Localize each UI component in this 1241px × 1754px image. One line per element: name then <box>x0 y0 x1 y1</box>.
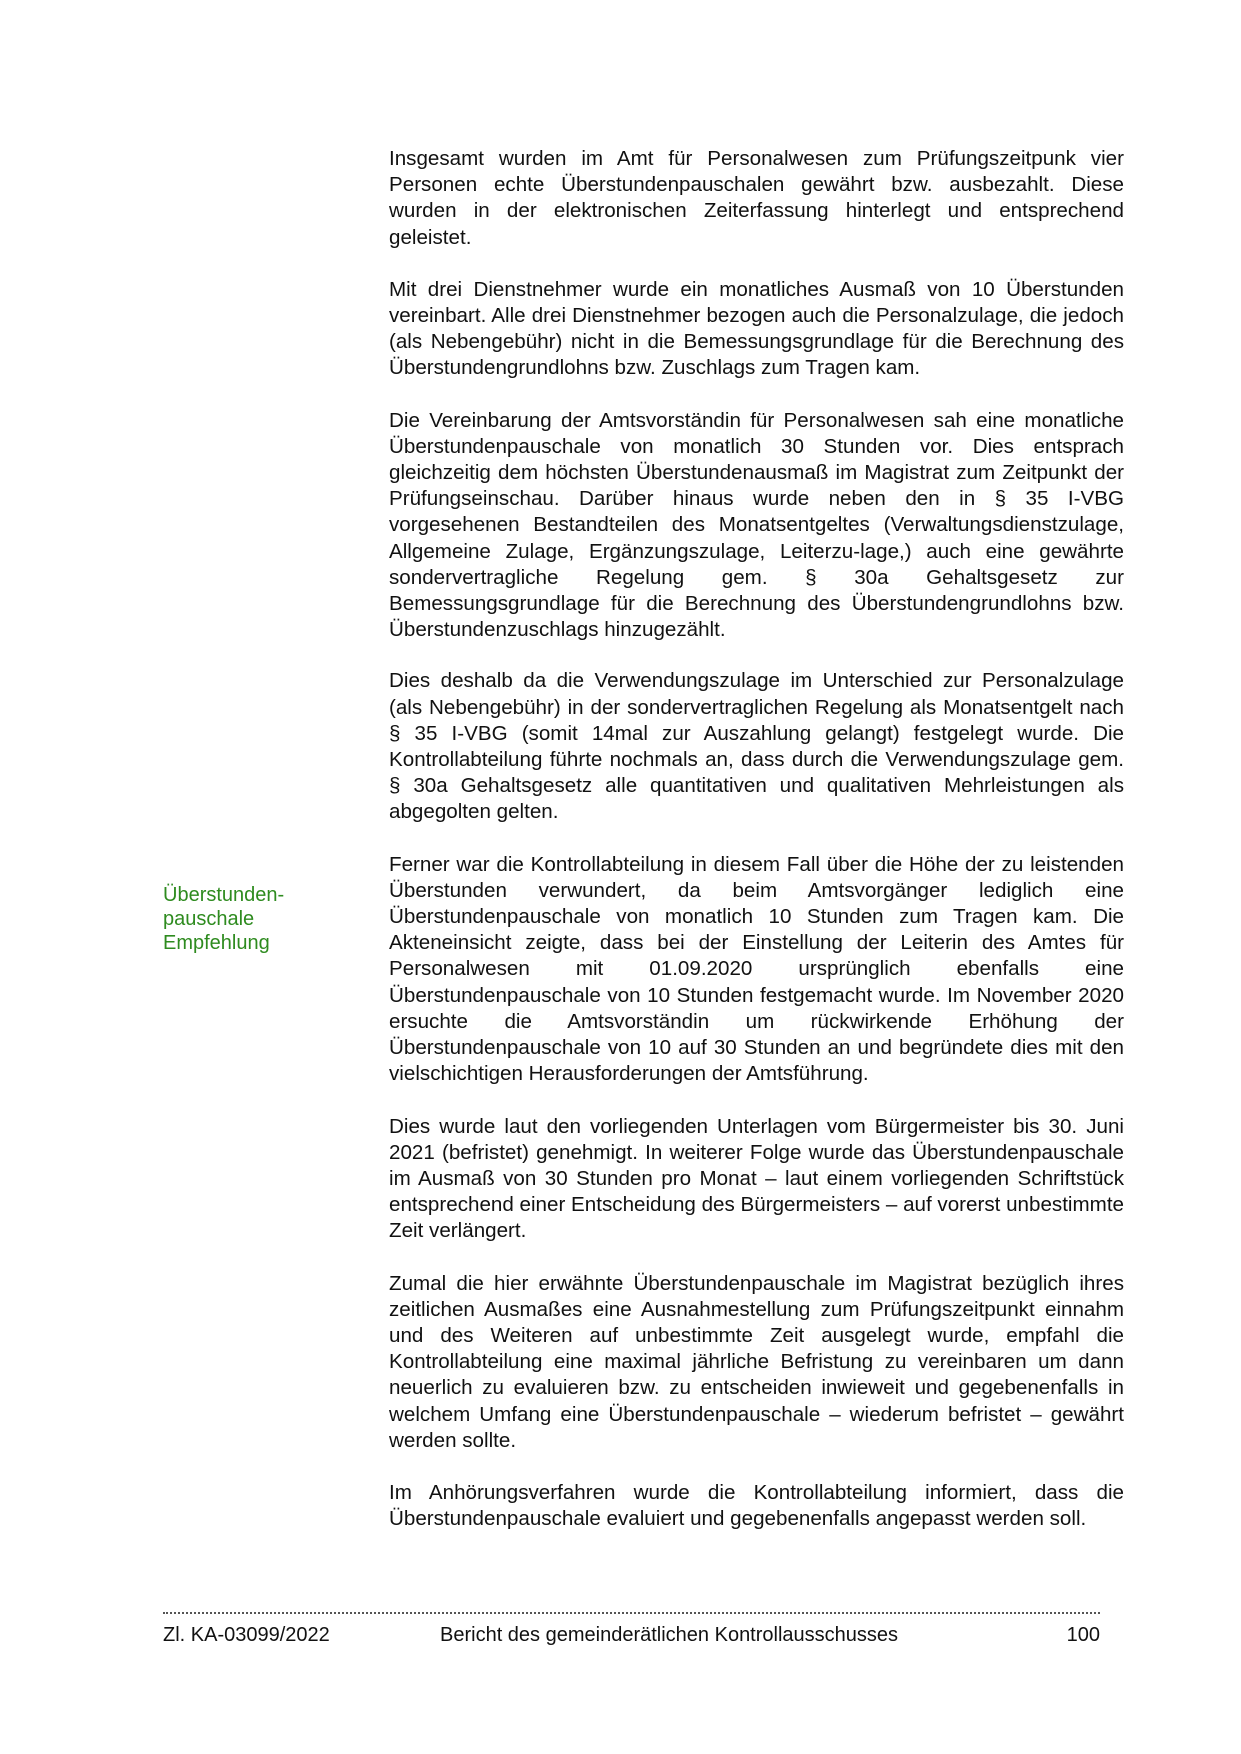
footer-divider <box>163 1612 1100 1614</box>
paragraph: Insgesamt wurden im Amt für Personalwesen zum Prüfungszeitpunk vier Personen echte Überstundenpauschalen gewährt bzw. ausbezahlt. Diese wurden in der elektronischen Zeiterfassung hinterlegt und entsprechend geleistet. <box>389 147 1124 249</box>
margin-note <box>163 883 363 955</box>
paragraph: Mit drei Dienstnehmer wurde ein monatliches Ausmaß von 10 Überstunden vereinbart. Alle drei Dienstnehmer bezogen auch die Personalzulage, die jedoch (als Nebengebühr) nicht in die Bemessungsgrundlage für die Berechnung des Überstundengrundlohns bzw. Zuschlags zum Tragen kam. <box>389 277 1124 380</box>
footer-reference: Zl. KA-03099/2022 <box>163 1624 330 1646</box>
paragraph: Ferner war die Kontrollabteilung in diesem Fall über die Höhe der zu leistenden Überstunden verwundert, da beim Amtsvorgänger lediglich eine Überstundenpauschale von monatlich 10 Stunden zum Tragen kam. Die Akteneinsicht zeigte, dass bei der Einstellung der Leiterin des Amtes für Personalwesen mit 01.09.2020 ursprünglich ebenfalls eine Überstundenpauschale von 10 Stunden festgemacht wurde. Im November 2020 ersuchte die Amtsvorständin um rückwirkende Erhöhung der Überstundenpauschale von 10 auf 30 Stunden an und begründete dies mit den vielschichtigen Herausforderungen der Amtsführung. <box>389 852 1124 1086</box>
paragraph: Im Anhörungsverfahren wurde die Kontrollabteilung informiert, dass die Überstundenpauschale evaluiert und gegebenenfalls angepasst werden soll. <box>389 1480 1124 1531</box>
footer-title: Bericht des gemeinderätlichen Kontrollausschusses <box>440 1624 899 1646</box>
paragraph: Die Vereinbarung der Amtsvorständin für Personalwesen sah eine monatliche Überstundenpauschale von monatlich 30 Stunden vor. Dies entsprach gleichzeitig dem höchsten Überstundenausmaß im Magistrat zum Zeitpunkt der Prüfungseinschau. Darüber hinaus wurde neben den in § 35 I-VBG vorgesehenen Bestandteilen des Monatsentgeltes (Verwaltungsdienstzulage, Allgemeine Zulage, Ergänzungszulage, Leiterzu-lage,) auch eine gewährte sondervertragliche Regelung gem. § 30a Gehaltsgesetz zur Bemessungsgrundlage für die Berechnung des Überstundengrundlohns bzw. Überstundenzuschlags hinzugezählt. <box>389 408 1124 642</box>
paragraph: Dies deshalb da die Verwendungszulage im Unterschied zur Personalzulage (als Nebengebühr) in der sondervertraglichen Regelung als Monatsentgelt nach § 35 I-VBG (somit 14mal zur Auszahlung gelangt) festgelegt wurde. Die Kontrollabteilung führte nochmals an, dass durch die Verwendungszulage gem. § 30a Gehaltsgesetz alle quantitativen und qualitativen Mehrleistungen als abgegolten gelten. <box>389 669 1124 824</box>
page-footer <box>163 1622 1100 1648</box>
body-text <box>389 146 1124 1558</box>
page-number: 100 <box>1066 1624 1100 1646</box>
margin-note-line: Empfehlung <box>163 932 270 954</box>
margin-note-line: pauschale <box>163 908 255 930</box>
margin-note-line: Überstunden- <box>163 884 285 906</box>
paragraph: Zumal die hier erwähnte Überstundenpauschale im Magistrat bezüglich ihres zeitlichen Ausmaßes eine Ausnahmestellung zum Prüfungszeitpunkt einnahm und des Weiteren auf unbestimmte Zeit ausgelegt wurde, empfahl die Kontrollabteilung eine maximal jährliche Befristung zu vereinbaren um dann neuerlich zu evaluieren bzw. zu entscheiden inwieweit und gegebenenfalls in welchem Umfang eine Überstundenpauschale – wiederum befristet – gewährt werden sollte. <box>389 1271 1124 1452</box>
paragraph: Dies wurde laut den vorliegenden Unterlagen vom Bürgermeister bis 30. Juni 2021 (befristet) genehmigt. In weiterer Folge wurde das Überstundenpauschale im Ausmaß von 30 Stunden pro Monat – laut einem vorliegenden Schriftstück entsprechend einer Entscheidung des Bürgermeisters – auf vorerst unbestimmte Zeit verlängert. <box>389 1114 1124 1243</box>
